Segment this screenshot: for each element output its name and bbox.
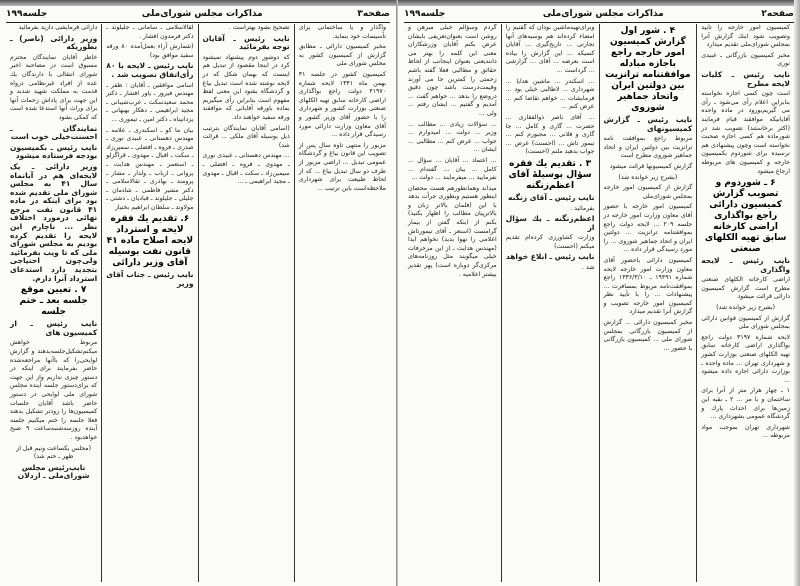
left-page <box>0 0 396 586</box>
parenthetical-note: (مجلس یکساعت ونیم قبل از ظهر ـ ختم شد) <box>16 444 91 461</box>
paragraph: گزارش کمیسیونها قرائت میشود <box>609 162 693 170</box>
paragraph: است چون کسی اجازه نخواسته بنابراین اعلام رأی می‌شود ـ رأی می گیریم‌بورود در ماده واحده آقایانیکه موافقند قیام فرمایند (اکثر برخاستند) تصویب شد در شورماده هم کسی اجازه صحبت نخواسته است وچون پیشنهادی هم نرسیده برای شوردوم بکمیسیون خارجه و کمیسیون های مربوطه ارجاع میشود <box>701 90 790 175</box>
paragraph: کمیسیون امور خارجه را تأیید وتصویب شود اینك گزارش آنرا بمجلس شورای‌ملی تقدیم میدارد <box>701 24 790 49</box>
speaker-line: نایب رئیس ـ لایحه واگذاری <box>701 256 790 274</box>
paragraph: ... اسکندر ... ماشین هدایا ... شهرداری ... لاطالبی خیلی بود ... فرمایشات ... خواهم تقاضا کنم ... عرض کنم ... <box>505 77 595 111</box>
paragraph: لقالاسلامی ـ سامانی ـ جلیلوند ـ دکتر فرمدون افشار . <box>106 24 194 40</box>
paragraph: کمیسیون دارائی باحضور آقای معاون وزارت امور خارجه لایحه شماره ۱۹۴۹۱ ـ ۱۳۳۶/۳/۱۰ راجع بموافقت‌نامه مربوط بمسافرت ... پیشنهادات ... را با تأیید نظر کمیسیون امور خارجه تصویب و گزارش آنرا تقدیم میدارد <box>603 256 693 316</box>
paragraph: وزارت کشاورزی کرده‌ام تقدیم میکنم (احسنت) <box>505 234 595 250</box>
scan-edge-shade <box>0 0 396 6</box>
paragraph: واگذار و یا ساختمانی برای تأسیسات خود بنماید. <box>298 24 386 40</box>
page-title: مذاکرات مجلس شورای‌ملی <box>141 8 263 19</box>
speaker-line: نایب رئیس ـ کلیات لایحه مطرح <box>701 69 790 88</box>
scan-edge-shade <box>398 0 800 6</box>
signature-line: نایب‌رئیس مجلس شورای‌ملی ـ اردلان <box>17 462 90 481</box>
right-page-columns <box>404 24 794 582</box>
paragraph: گردم وسؤالم خیلی مبرهن و روشن است بعنوان‌تعریفی بایشان عرض بکنم آقایان وزرشکاران معنی این کلمه را بهتر می دانند‌یعنی بعنوان اینجانب از لحاظ حقائق و مطالبی فعلا گفته باشم زحمتی را کمترین جا می آورند وقیمت‌درست باشد چون دقیق دروضع را بدهد ... خواهم گفت ... آمدیم و گفتیم ... ایشان رفتم ... ولی ... <box>408 24 497 117</box>
paragraph: مخبر کمیسیون دارائی ... گزارش از کمیسیون بازرگانی بمجلس شورای ملی ... کمیسیون بازرگانی با حضور ... <box>603 319 693 352</box>
parenthetical-note: (بشرح زیر خوانده شد) <box>618 173 678 181</box>
speaker-line: نایب رئیس ـ جناب آقای وزیر <box>106 270 194 289</box>
parenthetical-note: (بشرح زیر خوانده شد) <box>716 304 776 312</box>
paragraph: مزبور را منتهی تاوه سال پس از تصویب این قانون بیاغ و گردشگاه عمومی تبدیل ... اراضی مزبور از طرف دو سال تبدیل بیاغ ... که از لحاظ طبیعت برای شهرداری ملاحظه‌است باین ترتیب ... <box>298 141 386 192</box>
paragraph: اراضی کارخانه الکلهای صنعتی مطرح است گزارش کمیسیون دارائی قرائت میشود <box>701 276 790 301</box>
page-number: صفحه۲ <box>761 8 794 19</box>
paragraph: کمیسیون امور خارجه با حضور آقای معاون وزارت امور خارجه در جلسه ۲۰۹ ... لایحه دولت راجع بموافقتنامه ترانزیت ... دولتین ایران و اتحاد جماهیر شوروی ... را مورد رسیدگی قرار داده ... <box>603 203 693 254</box>
section-heading: ۴ . شور اول گزارش کمیسیون امور خارجه راجع باجازه مبادله موافقتنامه ترانزیت بین دولتین ایران واتحاد جماهیر شوروی <box>605 26 691 113</box>
paragraph: گزارش از کمیسیون قوانین دارائی بمجلس شورای ملی <box>701 314 790 331</box>
speaker-line: نمایندگان ـ احسنت‌خیلی خوب است <box>10 123 98 142</box>
paragraph: مخبر کمیسیون دارائی ـ مطابق گزارش از کمیسیون کشور به مجلس شورای ملی <box>298 43 386 68</box>
paragraph: بفرمائید . <box>570 204 595 212</box>
speaker-line: نایب رئیس ـ ابلاغ خواهد <box>505 252 595 262</box>
paragraph: ... سؤالات زیادی ... مطالب ... وزیر ... دولت ... امیدوارم ... جواب ... عرض کنم ... مطالبی ... ایشان ... <box>408 120 497 154</box>
speaker-line: وزیر دارائی ـ یک لایحه‌ای هم در آبانماه سال ۴۱ به مجلس شورای ملی تقدیم شده بود برای اینکه در ماده ۴۱ قانون نفت مرجع نهائی درمورد اختلاف نظر ... ناچارم این لایحه را تقدیم کرده بودیم به مجلس شورای ملی که تا ویب بفرمائید ولی‌چون احتیاجی بتجدید دارد استدعای استرداد آنرا دارم. <box>10 161 98 283</box>
speaker-line: اعظم‌زنگنه ـ یك سؤال از <box>505 214 595 232</box>
session-number: جلسه۱۹۹ <box>404 8 446 19</box>
text-column <box>198 24 294 582</box>
section-heading: ۶ ـ شوردوم و تصویب گزارش کمیسیون دارائی راجع بواگذاری اراضی کارخانه سابق تهیه الکلهای صنعتی <box>704 178 787 255</box>
text-column <box>501 24 599 582</box>
paragraph: ... آقای ناصر ذوالفقاری ... حضرت ... گاری و کامل ... جا گاری و فلانی ... مجبورم کنم ... تیمور تاش ... (احسنت) عرض ... جواب بدهید ملتم (احسنت) <box>505 113 595 156</box>
speaker-line: نایب رئیس ـ آقای زنگنه <box>508 192 595 202</box>
paragraph: وبرای‌تهیه‌ماشین بودان که گفتیم را امضاء کرده‌اند هم بوسیه‌های آنها تجارتی ... تاریخ‌گیری ... آقایان کسیکه ... این گزارش را بیاده است بعرضه ... آقای ... گزارشی ... گرداست ... <box>505 24 595 74</box>
section-heading: ۶. تقدیم یك فقره لایحه و استرداد لایحه اصلاح ماده ۴۱ قانون نفت بوسیله آقای وزیر دارائی <box>106 214 194 269</box>
paragraph: ... مهندس دهستانی ـ عبیدی نوری ـ مهدوی ـ فروه ـ افضلی ـ سیمین‌زاد ـ سکت ـ اقبال ـ مهدوی ـ مجید ابراهیمی ـ ... <box>202 152 290 186</box>
paragraph: اسامی موافقین ـ آقایان : ظفر ـ مهندس فیروز ـ یاور افشار ـ دکتر محمد سعید‌سکت ـ عرب‌شیبانی ـ مجید ابراهیمی ـ دهکار بهبهانی ـ یزدانپناه ـ دکتر امین ـ تیموری ... <box>106 81 194 123</box>
paragraph: مخبر کمیسیون بازرگانی ـ عبیدی نوری <box>701 51 790 68</box>
text-column <box>6 24 101 582</box>
text-column <box>696 24 794 582</box>
section-heading: ۷ . تعیین موقع جلسه بعد ـ ختم جلسه <box>19 285 88 318</box>
text-column <box>294 24 390 582</box>
paragraph: شهرداری تهران بموجب مواد مربوطه ... <box>701 423 790 440</box>
text-column <box>599 24 697 582</box>
paragraph: تصحیح بشود بهتراست . <box>228 24 290 31</box>
page-number: صفحه۳ <box>357 8 390 19</box>
paragraph: بیان ما کو ـ اسکندری ـ علامه ـ مهندس دهستانی ـ عبیدی نوری ـ صدری ـ فروه ـ افضلی ـ سمین‌زاد ـ سکت ـ اقبال ـ مهدوی ـ قراگزلو ـ استعمر ـ مهندس هدایت ـ پروانی ـ ارباب ـ ولدار ـ مشار ـ پرومند ـ بهادری ـ ثقالاسلامی ـ دکتر مشیر فاطمی ـ شادمان ـ جلیلی ـ جلیلوند ـ قبادیان ـ دشتی ـ مولاوند ـ سلطان ابراهیم بختیار <box>106 126 194 211</box>
session-number: جلسه۱۹۹ <box>6 8 48 19</box>
paragraph: میداند وهمانطورهم هست محصان اینطور هستیم وبطوری جرأت بدهد با این (فلمان بالاتر زبان و بالاترپیان مطالب را اظهار بکنید) بکنم از اینکه گفتن از بیمار گرامست (استعر ـ آقای تیمورتاش اعلامی را تهوا بدید) نخواهم ایدا (مهندس هدایت ـ از این مزخرفات خیلی میگویند مثل روزنامه‌های مرکزی‌گر دوباره است) پهر تقدیر بیشتر اعلامیه . <box>408 184 497 278</box>
paragraph: دارائی فرمایشی دارید بفرمائید <box>18 24 98 31</box>
text-column <box>101 24 197 582</box>
paragraph: مربوط خواهش میکنم‌تشکیل‌جلسه‌بدهند و گزارش لوایحی‌را که باآنها مراجعه‌شده حاضر بفرمایند برای اینکه در دستور چیزی نداریم واز این جهت که برای‌دستور جلسه آینده مجلس شورای ملی لوایحی در دستور حاضر باشد آقایان جلسات کمیسیون‌ها را زودتر تشکیل بدهند فعلا جلسه را ختم میکنیم جلسه آینده روزسه‌شنبه‌ساعت ۹ صبح خواهدبود . <box>10 339 98 441</box>
speaker-line: نایب رئیس ـ از کمیسیون های <box>10 319 98 337</box>
paragraph: (اسامی آقایان نمایندگان بترتیب ذیل بوسیله آقای ملکی ... قرائت شد) <box>202 124 290 149</box>
left-page-header <box>6 7 390 23</box>
left-page-columns <box>6 24 390 582</box>
speaker-line: نایب رئیس ـ بکمیسیون بودجه فرستاده میشود <box>10 142 98 161</box>
speaker-line: نایب رئیس ـ لایحه با ۸۰ رأی‌اتفاق تصویب شد . <box>106 61 194 79</box>
paragraph: ۱ ـ چهار هزار متر از آنرا برای ساختمان و با مر ... ۲ ـ بقیه این زمین‌ها برای احداث پارك و گردشگاه عمومی بشهرداری ... <box>701 387 791 421</box>
right-page <box>398 0 800 586</box>
text-column <box>404 24 501 582</box>
speaker-line: نایب رئیس ـ گزارش کمیسیونهای <box>603 115 693 133</box>
page-title: مذاکرات مجلس شورای‌ملی <box>542 8 664 19</box>
paragraph: شد . <box>582 264 595 272</box>
right-page-header <box>404 7 794 23</box>
paragraph: ... اعتماد ... آقایان ... سؤال ... کامل ... بیان ... گفته‌ام ... نفرمایید ... میفرمایند ... دولت ... <box>408 156 497 182</box>
paragraph: کمیسیون کشور در جلسه ۳۱ بهمن ماه ۱۳۴۱ لایحه شماره ۴۱۹۷۰ دولت راجع بواگذاری اراضی کارخانه سابق تهیه الکلهای صنعتی بوزارت کشور و شهرداری را با حضور آقای وزیر کشور و آقای معاون وزارت دارائی مورد رسیدگی قرار داده ... <box>298 70 386 139</box>
speaker-line: وزیر دارائی (ناصر) ـ بطوریکه <box>10 33 98 52</box>
paragraph: خاطر آقایان نمایندگان محترم مسبوق است در مصاحبه اخیر شورای انتقالی با دارندگان یك عده از افراد غیرنظامی درواه قدمت به مملکت شهید شدند و این جهت برای پاداش زحمات آنها برای وراث آنها استدعا شده است که کمکی بشود <box>10 53 98 121</box>
paragraph: (شمارش آراء بعمل‌آمده ۸۰ ورقه سفید موافق بود) <box>106 43 194 59</box>
section-heading: ۳ . تقدیم یك فقره سؤال بوسیلهٔ آقای اعظم‌زنگنه <box>508 158 592 191</box>
paragraph: مربوط راجع بموافقت نامه ترانزیت بین دولتین ایران و اتحاد جماهیر شوروی مطرح است <box>603 135 693 160</box>
paragraph: که دوشور دوم پیشنهاد نمیشود کرد در اینجا مقصود از تبدیل هم اینست که بهمان شکل که در لایحه نوشته شده است تبدیل بیاغ و گردشگاه بشود این معنی لفظ مفهوم است بنابراین رأی میگیریم بماده باورقه آقایانی که موافقند ورقه سفید خواهند داد. <box>202 53 290 121</box>
paragraph: گزارش از کمیسیون امور خارجه بمجلس شورای‌ملی <box>603 184 693 200</box>
speaker-line: نایب رئیس ـ آقایان توجه بفرمائید <box>202 33 290 52</box>
page-edge <box>794 0 800 586</box>
paragraph: لایحه شماره ۳۱۹۷ دولت راجع بواگذاری اراضی کارخانه سابق تهیه الکلهای صنعتی بوزارت کشور و شهرداری تهران ... ماده واحده ـ بوزارت دارائی اجازه داده میشود ... <box>701 333 791 384</box>
